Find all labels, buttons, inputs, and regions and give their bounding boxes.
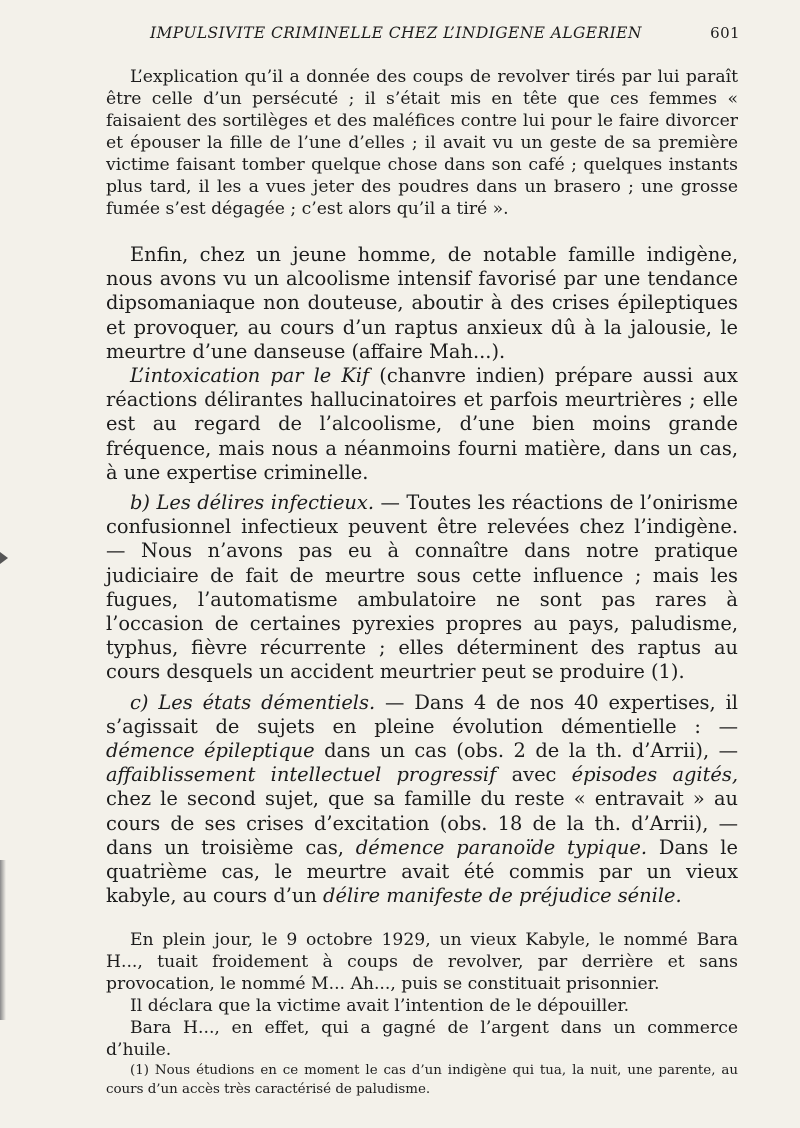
paragraph-delires-infectieux: b) Les délires infectieux. — Toutes les réactions de l’onirisme confusionnel infectieux peuvent être relevées chez l’indigène. — Nous n’avons pas eu à connaître dans notre pratique judiciaire de fait de meurtre sous cette influence ; mais les fugues, l’automatisme ambulatoire ne sont pas rares à l’occasion de certaines pyrexies propres au pays, paludisme, typhus, fièvre récurrente ; elles déterminent des raptus au cours desquels un accident meurtrier peut se produire (1). — [106, 491, 738, 684]
paragraph-declaration: Il déclara que la victime avait l’intention de le dépouiller. — [130, 996, 630, 1016]
paragraph-bara: En plein jour, le 9 octobre 1929, un vieux Kabyle, le nommé Bara H..., tuait froidement à coups de revolver, par derrière et sans provocation, le nommé M... Ah..., puis se constituait prisonnier. — [106, 930, 738, 994]
paragraph-etats-dementiels: c) Les états démentiels. — Dans 4 de nos 40 expertises, il s’agissait de sujets en pleine évolution démentielle : — démence épileptique dans un cas (obs. 2 de la th. d’Arrii), — affaiblissement intellectuel progressif avec épisodes agités, chez le second sujet, que sa famille du reste « entravait » au cours de ses crises d’excitation (obs. 18 de la th. d’Arrii), — dans un troisième cas, démence paranoïde typique. Dans le quatrième cas, le meurtre avait été commis par un vieux kabyle, au cours d’un délire manifeste de préjudice sénile. — [106, 690, 739, 908]
paragraph-alcoolisme: Enfin, chez un jeune homme, de notable famille indigène, nous avons vu un alcoolisme intensif favorisé par une tendance dipsomaniaque non douteuse, aboutir à des crises épileptiques et provoquer, au cours d’un raptus anxieux dû à la jalousie, le meurtre d’une danseuse (affaire Mah...). — [106, 243, 738, 363]
page-number: 601 — [710, 24, 740, 42]
binding-shadow — [0, 860, 6, 1020]
page-edge-marker-icon — [0, 552, 8, 564]
footnote: (1) Nous étudions en ce moment le cas d’un indigène qui tua, la nuit, une parente, au cours d’un accès très caractérisé de paludisme. — [106, 1063, 738, 1097]
running-title: IMPULSIVITE CRIMINELLE CHEZ L’INDIGENE ALGERIEN — [150, 24, 642, 42]
case-narrative — [106, 929, 738, 1061]
paragraph-explication: L’explication qu’il a donnée des coups de revolver tirés par lui paraît être celle d’un persécuté ; il s’était mis en tête que ces femmes « faisaient des sortilèges et des maléfices contre lui pour le faire divorcer et épouser la fille de l’une d’elles ; il avait vu un geste de sa première victime faisant tomber quelque chose dans son café ; quelques instants plus tard, il les a vues jeter des poudres dans un brasero ; une grosse fumée s’est dégagée ; c’est alors qu’il a tiré ». — [106, 67, 738, 219]
running-header — [150, 24, 740, 42]
paragraph-commerce: Bara H..., en effet, qui a gagné de l’argent dans un commerce d’huile. — [106, 1018, 738, 1060]
main-text — [106, 243, 738, 908]
paragraph-kif: L’intoxication par le Kif (chanvre indien) prépare aussi aux réactions délirantes hallucinatoires et parfois meurtrières ; elle est au regard de l’alcoolisme, d’une bien moins grande fréquence, mais nous a néanmoins fourni matière, dans un cas, à une expertise criminelle. — [106, 364, 738, 484]
